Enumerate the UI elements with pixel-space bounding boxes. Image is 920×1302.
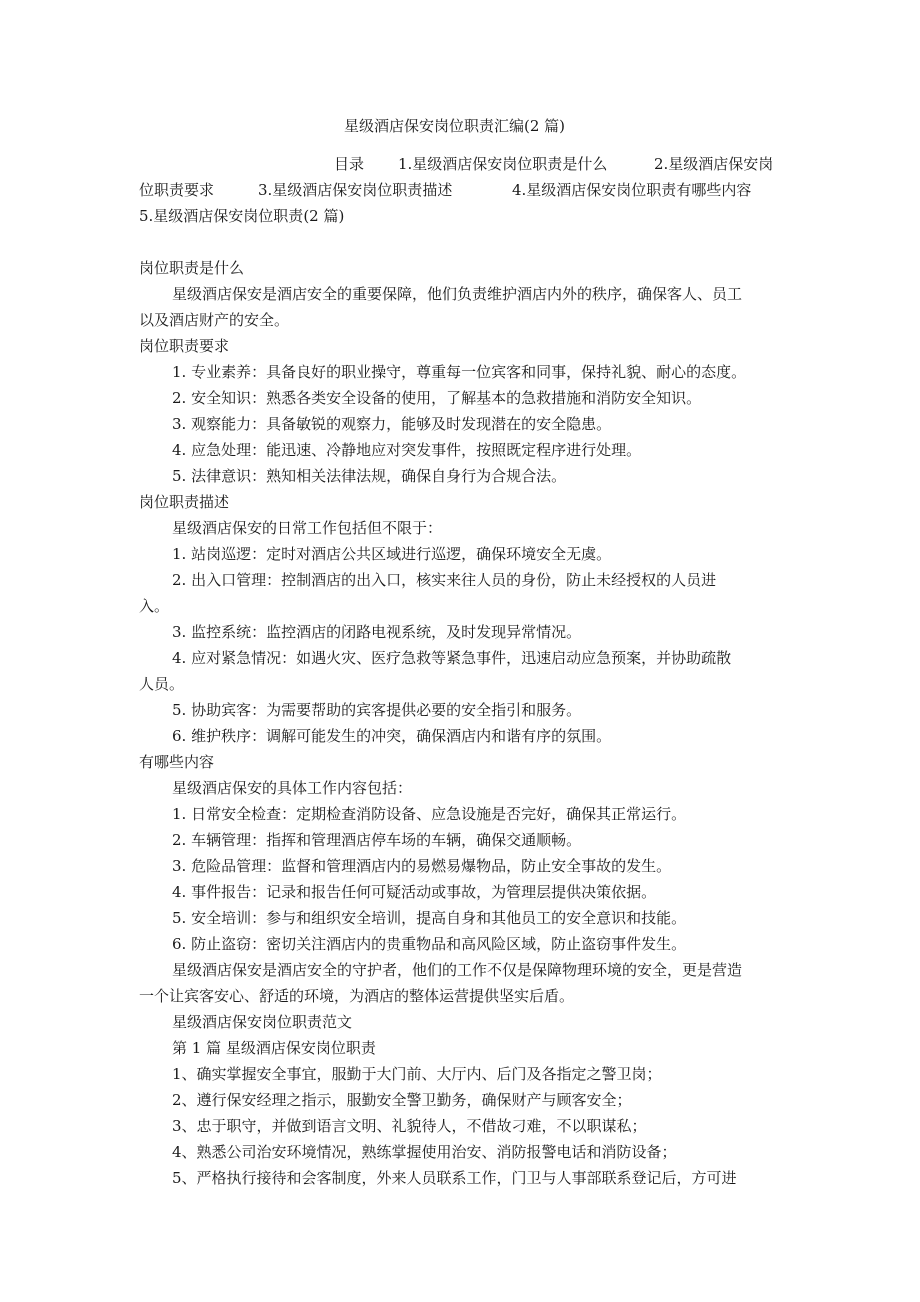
section-heading: 岗位职责是什么 bbox=[139, 259, 245, 277]
list-item: 2、遵行保安经理之指示，服勤安全警卫勤务，确保财产与顾客安全； bbox=[172, 1091, 632, 1109]
list-item: 6. 防止盗窃：密切关注酒店内的贵重物品和高风险区域，防止盗窃事件发生。 bbox=[172, 935, 687, 953]
list-item: 4. 事件报告：记录和报告任何可疑活动或事故，为管理层提供决策依据。 bbox=[172, 883, 657, 901]
toc-item-5[interactable]: 5.星级酒店保安岗位职责(2 篇) bbox=[139, 207, 345, 225]
list-item: 5、严格执行接待和会客制度，外来人员联系工作，门卫与人事部联系登记后，方可进 bbox=[172, 1169, 737, 1187]
list-item: 6. 维护秩序：调解可能发生的冲突，确保酒店内和谐有序的氛围。 bbox=[172, 727, 612, 745]
list-item-cont: 人员。 bbox=[139, 675, 185, 693]
document-title: 星级酒店保安岗位职责汇编(2 篇) bbox=[344, 117, 566, 135]
list-item: 1. 日常安全检查：定期检查消防设备、应急设施是否完好，确保其正常运行。 bbox=[172, 805, 687, 823]
paragraph: 星级酒店保安是酒店安全的重要保障，他们负责维护酒店内外的秩序，确保客人、员工 bbox=[172, 285, 743, 303]
toc-item-4[interactable]: 4.星级酒店保安岗位职责有哪些内容 bbox=[512, 181, 752, 199]
list-item: 3. 监控系统：监控酒店的闭路电视系统，及时发现异常情况。 bbox=[172, 623, 582, 641]
section-heading: 岗位职责要求 bbox=[139, 337, 230, 355]
paragraph: 以及酒店财产的安全。 bbox=[139, 311, 290, 329]
list-item: 5. 协助宾客：为需要帮助的宾客提供必要的安全指引和服务。 bbox=[172, 701, 582, 719]
list-item: 5. 安全培训：参与和组织安全培训，提高自身和其他员工的安全意识和技能。 bbox=[172, 909, 687, 927]
list-item: 1. 站岗巡逻：定时对酒店公共区域进行巡逻，确保环境安全无虞。 bbox=[172, 545, 612, 563]
section-heading: 岗位职责描述 bbox=[139, 493, 230, 511]
list-item: 4、熟悉公司治安环境情况，熟练掌握使用治安、消防报警电话和消防设备； bbox=[172, 1143, 677, 1161]
list-item-cont: 入。 bbox=[139, 597, 170, 615]
toc-item-3[interactable]: 3.星级酒店保安岗位职责描述 bbox=[258, 181, 453, 199]
list-item: 2. 出入口管理：控制酒店的出入口，核实来往人员的身份，防止未经授权的人员进 bbox=[172, 571, 717, 589]
list-item: 2. 安全知识：熟悉各类安全设备的使用，了解基本的急救措施和消防安全知识。 bbox=[172, 389, 702, 407]
paragraph: 星级酒店保安的日常工作包括但不限于： bbox=[172, 519, 443, 537]
list-item: 4. 应对紧急情况：如遇火灾、医疗急救等紧急事件，迅速启动应急预案，并协助疏散 bbox=[172, 649, 732, 667]
section-heading: 星级酒店保安岗位职责范文 bbox=[172, 1013, 353, 1031]
toc-item-2[interactable]: 2.星级酒店保安岗 bbox=[654, 155, 774, 173]
toc-item-2-cont[interactable]: 位职责要求 bbox=[139, 181, 215, 199]
list-item: 3. 危险品管理：监督和管理酒店内的易燃易爆物品，防止安全事故的发生。 bbox=[172, 857, 672, 875]
list-item: 1、确实掌握安全事宜，服勤于大门前、大厅内、后门及各指定之警卫岗； bbox=[172, 1065, 662, 1083]
paragraph: 星级酒店保安的具体工作内容包括： bbox=[172, 779, 413, 797]
list-item: 5. 法律意识：熟知相关法律法规，确保自身行为合规合法。 bbox=[172, 467, 567, 485]
paragraph: 一个让宾客安心、舒适的环境，为酒店的整体运营提供坚实后盾。 bbox=[139, 987, 575, 1005]
paragraph: 星级酒店保安是酒店安全的守护者，他们的工作不仅是保障物理环境的安全，更是营造 bbox=[172, 961, 743, 979]
toc-item-1[interactable]: 1.星级酒店保安岗位职责是什么 bbox=[398, 155, 608, 173]
list-item: 2. 车辆管理：指挥和管理酒店停车场的车辆，确保交通顺畅。 bbox=[172, 831, 582, 849]
list-item: 4. 应急处理：能迅速、冷静地应对突发事件，按照既定程序进行处理。 bbox=[172, 441, 642, 459]
list-item: 3. 观察能力：具备敏锐的观察力，能够及时发现潜在的安全隐患。 bbox=[172, 415, 612, 433]
toc-label: 目录 bbox=[334, 155, 365, 173]
section-heading: 有哪些内容 bbox=[139, 753, 215, 771]
list-item: 3、忠于职守，并做到语言文明、礼貌待人，不借故刁难，不以职谋私； bbox=[172, 1117, 647, 1135]
list-item: 1. 专业素养：具备良好的职业操守，尊重每一位宾客和同事，保持礼貌、耐心的态度。 bbox=[172, 363, 747, 381]
sub-heading: 第 1 篇 星级酒店保安岗位职责 bbox=[172, 1039, 376, 1057]
